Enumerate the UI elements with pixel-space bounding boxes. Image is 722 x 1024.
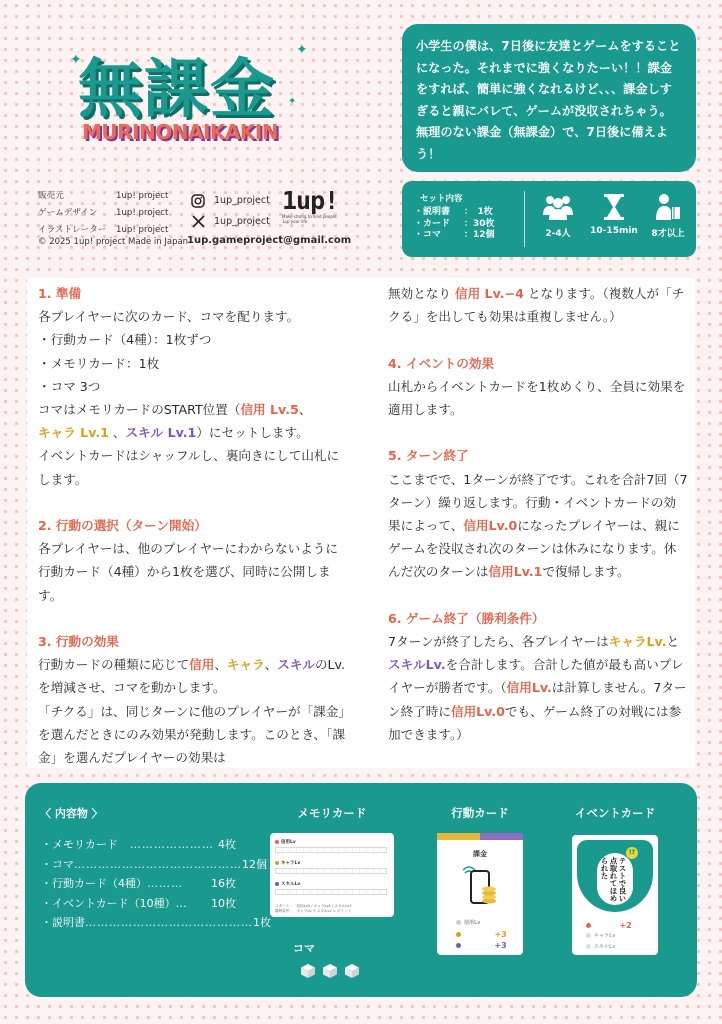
instagram-link[interactable] bbox=[190, 190, 270, 211]
logo-romaji: MURINONAIKAKIN bbox=[82, 120, 279, 144]
rule-fragment: 、 bbox=[298, 402, 312, 418]
memory-row-label: スキルLv bbox=[281, 882, 301, 887]
chara-level-text: キャラ Lv.1 bbox=[38, 425, 109, 441]
rule-text: ・メモリカード：1枚 bbox=[38, 355, 160, 371]
trust-zero-text: 信用Lv.0 bbox=[450, 703, 505, 719]
memory-track bbox=[275, 889, 387, 895]
credit-row bbox=[38, 205, 188, 222]
leader-dots: ……… bbox=[147, 877, 183, 890]
stat-value: +3 bbox=[494, 930, 507, 939]
set-item bbox=[414, 219, 495, 231]
contents-item-name: ・説明書 bbox=[41, 916, 85, 929]
stat-dot-icon bbox=[456, 932, 461, 937]
contents-item-name: ・メモリカード bbox=[41, 838, 118, 851]
rule-fragment: を合計します。合計した値が最も高いプレイヤーが勝者です。（ bbox=[388, 657, 684, 696]
rule-fragment: 、 bbox=[264, 657, 278, 673]
logo-title: 無課金 bbox=[78, 53, 276, 127]
memory-row-trust bbox=[275, 839, 387, 853]
set-item-name: ・カード bbox=[414, 218, 451, 229]
stat-label: スキルLv bbox=[464, 943, 486, 949]
rule-heading: 6. ゲーム終了（勝利条件） bbox=[388, 610, 545, 626]
skill-level-text: スキルLv. bbox=[388, 657, 446, 673]
rule-section-action-effect-cont bbox=[388, 282, 688, 328]
social-links bbox=[190, 190, 270, 232]
intro-text: 小学生の僕は、7日後に友達とゲームをすることになった。それまでに強くなりたーい！！課金をすれば、簡単に強くなれるけど、、、課金しすぎると親にバレて、ゲームが没収されちゃう。無理のない課金（無課金）で、7日後に備えよう！ bbox=[416, 39, 681, 161]
rule-text bbox=[388, 468, 688, 584]
rule-fragment: ここまでで、1ターンが終了です。これを合計7回（7ターン）繰り返します。行動・イベントカードの効果によって、 bbox=[388, 471, 688, 533]
contents-item bbox=[41, 835, 236, 855]
x-link[interactable] bbox=[190, 211, 270, 232]
credit-key: ゲームデザイン bbox=[38, 208, 98, 218]
card-stripe bbox=[437, 833, 523, 840]
exclamation-icon: !? bbox=[626, 847, 638, 859]
rule-text bbox=[388, 282, 688, 328]
rule-fragment: 行動カードの種類に応じて bbox=[38, 657, 190, 673]
rule-heading: 1. 準備 bbox=[38, 286, 82, 301]
action-card-image bbox=[437, 833, 523, 955]
rule-text bbox=[38, 398, 346, 444]
x-handle: 1up_project bbox=[214, 216, 270, 227]
contact-email[interactable]: 1up.gameproject@gmail.com bbox=[187, 235, 352, 246]
contents-item bbox=[41, 913, 271, 933]
trust-one-text: 信用Lv.1 bbox=[488, 564, 543, 580]
rule-section-action-effect bbox=[38, 630, 346, 769]
chara-level-text: キャラLv. bbox=[608, 634, 667, 649]
divider bbox=[524, 191, 525, 247]
leader-dots: …………………………………… bbox=[74, 857, 242, 871]
contents-item bbox=[41, 894, 236, 914]
action-stat-chara bbox=[456, 930, 507, 939]
cube-piece-icon bbox=[300, 963, 316, 979]
memory-footer-line: 勝利条件： キャラLv + スキルLv = ポイント bbox=[275, 909, 352, 913]
rule-text: ・行動カード（4種）：1枚ずつ bbox=[38, 332, 212, 348]
leader-dots: … bbox=[175, 896, 188, 910]
game-logo bbox=[70, 38, 310, 148]
rule-text: 「チクる」は、同じターンに他のプレイヤーが「課金」を選んだときにのみ効果が発動します。このとき、「課金」を選んだプレイヤーの効果は bbox=[38, 703, 346, 766]
memory-track bbox=[275, 868, 387, 874]
credit-row bbox=[38, 188, 188, 205]
rule-text: 各プレイヤーは、他のプレイヤーにわからないように行動カード（4種）から1枚を選び、同時に公開します。 bbox=[38, 541, 338, 603]
rule-fragment: コマはメモリカードのSTART位置（ bbox=[38, 402, 241, 418]
age-spec bbox=[642, 193, 694, 239]
rules-panel bbox=[27, 278, 695, 768]
contents-title: 〈 内容物 〉 bbox=[40, 807, 103, 820]
age-label: 8才以上 bbox=[651, 229, 685, 239]
rule-section-game-end bbox=[388, 607, 688, 746]
set-contents-list bbox=[414, 207, 495, 242]
rule-fragment: で復帰します。 bbox=[542, 564, 630, 580]
stat-label: キャラLv bbox=[594, 933, 616, 939]
memory-card-footer bbox=[275, 904, 352, 914]
rule-text: ・コマ 3つ bbox=[38, 378, 101, 394]
event-card-title: イベントカード bbox=[574, 806, 656, 820]
memory-row-label: 信用Lv bbox=[281, 840, 296, 845]
contents-list bbox=[41, 835, 271, 933]
instagram-icon bbox=[190, 193, 206, 209]
credits bbox=[38, 188, 188, 239]
time-label: 10-15min bbox=[590, 226, 638, 236]
action-card-title: 行動カード bbox=[451, 806, 509, 820]
memory-card-title: メモリカード bbox=[297, 806, 367, 820]
skill-level-text: スキル Lv.1 bbox=[125, 425, 197, 441]
chara-text: キャラ bbox=[226, 657, 265, 673]
set-contents-box bbox=[402, 181, 696, 257]
rule-section-setup bbox=[38, 282, 346, 491]
rule-heading: 3. 行動の効果 bbox=[38, 634, 119, 650]
rule-fragment: でも、ゲーム終了の対戦には参加できます。） bbox=[388, 703, 682, 742]
rule-fragment: のLv.を増減させ、コマを動かします。 bbox=[38, 657, 346, 696]
rule-text: 各プレイヤーに次のカード、コマを配ります。 bbox=[38, 309, 300, 325]
players-icon bbox=[542, 193, 574, 221]
stat-dot-icon bbox=[586, 923, 591, 928]
credit-key: 販売元 bbox=[38, 191, 64, 201]
rule-heading: 5. ターン終了 bbox=[388, 448, 469, 464]
age-icon bbox=[655, 193, 681, 221]
set-item-name: ・説明書 bbox=[414, 207, 451, 217]
event-card-image bbox=[572, 835, 658, 955]
contents-item-name: ・行動カード（4種） bbox=[41, 877, 147, 890]
trust-penalty-text: 信用 Lv.−4 bbox=[454, 286, 524, 301]
rule-fragment: 7ターンが終了したら、各プレイヤーは bbox=[388, 634, 609, 649]
leader-dots: ………………… bbox=[117, 838, 214, 851]
rule-fragment: となります。（複数人が「チクる」を出しても効果は重複しません。） bbox=[388, 286, 685, 325]
rule-fragment: 無効となり bbox=[388, 286, 451, 301]
rule-text bbox=[38, 653, 346, 699]
stat-label: スキルLv bbox=[594, 944, 616, 950]
rule-section-event bbox=[388, 352, 688, 422]
leader-dots: …………………………………… bbox=[85, 916, 253, 929]
memory-row-skill bbox=[275, 881, 387, 895]
cube-piece-icon bbox=[322, 963, 338, 979]
brand-tagline: Make strong to kind people. 1up your life bbox=[282, 214, 338, 224]
stat-dot-icon bbox=[586, 933, 591, 938]
players-spec bbox=[532, 193, 584, 239]
sparkle-icon: ✦ bbox=[70, 52, 82, 68]
sparkle-icon: ✦ bbox=[288, 96, 297, 107]
stat-dot-icon bbox=[586, 944, 591, 949]
rule-fragment: になったプレイヤーは、親にゲームを没収され次のターンは休みになります。休んだ次のターンは bbox=[388, 518, 680, 580]
set-item-qty: ： 1枚 bbox=[464, 207, 493, 217]
rule-heading: 2. 行動の選択（ターン開始） bbox=[38, 518, 207, 534]
rule-text: イベントカードはシャッフルし、裏向きにして山札にします。 bbox=[38, 448, 340, 487]
rules-column-right bbox=[388, 282, 688, 769]
memory-row-label: キャラLv bbox=[281, 861, 301, 866]
contents-item-qty: 10枚 bbox=[211, 896, 236, 910]
trust-dot-icon bbox=[275, 840, 279, 844]
skill-dot-icon bbox=[275, 882, 279, 886]
contents-item-qty: 12個 bbox=[242, 857, 267, 871]
contents-panel bbox=[25, 783, 697, 997]
rule-fragment: は計算しません。7ターン終了時に bbox=[388, 680, 687, 719]
x-icon bbox=[190, 214, 206, 230]
rule-fragment: 、 bbox=[108, 425, 126, 441]
contents-item-qty: 16枚 bbox=[211, 877, 236, 890]
trust-level-text: 信用Lv. bbox=[506, 680, 552, 696]
smartphone-icon bbox=[463, 863, 499, 913]
stat-value: +3 bbox=[494, 941, 507, 950]
instagram-handle: 1up_project bbox=[214, 195, 270, 206]
contents-item-qty: 1枚 bbox=[253, 916, 271, 929]
action-card-name: 課金 bbox=[473, 850, 487, 858]
rule-fragment: 、 bbox=[214, 657, 227, 673]
credit-value: 1up! project bbox=[116, 225, 169, 235]
event-card-text: テストで良い点取れてほめられた bbox=[600, 857, 627, 902]
set-item bbox=[414, 207, 495, 219]
memory-footer-line: スタート： 信用Lv5 / キャラLv1 / スキルLv1 bbox=[275, 904, 352, 908]
koma-title: コマ bbox=[293, 942, 315, 955]
set-item-qty: ：30枚 bbox=[464, 218, 495, 229]
credit-key: イラストレーター bbox=[38, 225, 107, 235]
stat-label: 信用Lv bbox=[464, 920, 481, 926]
contents-item-name: ・イベントカード（10種） bbox=[41, 896, 176, 910]
stat-label: 信用Lv bbox=[594, 923, 611, 929]
stat-value: +2 bbox=[619, 921, 632, 930]
intro-bubble bbox=[402, 24, 696, 172]
copyright: © 2025 1up! project Made in Japan bbox=[38, 237, 189, 247]
trust-text: 信用 bbox=[189, 657, 215, 673]
rule-section-action-select bbox=[38, 514, 346, 607]
action-stat-skill bbox=[456, 941, 507, 950]
stat-dot-icon bbox=[456, 943, 461, 948]
set-item bbox=[414, 230, 495, 242]
chara-dot-icon bbox=[275, 861, 279, 865]
action-stat-trust bbox=[456, 919, 480, 926]
credit-value: 1up! project bbox=[116, 191, 169, 201]
event-stat-trust bbox=[586, 921, 632, 930]
stat-dot-icon bbox=[456, 920, 461, 925]
rule-heading: 4. イベントの効果 bbox=[388, 355, 495, 371]
trust-level-text: 信用 Lv.5 bbox=[240, 402, 299, 418]
set-contents-title: セット内容 bbox=[420, 194, 463, 204]
rules-column-left bbox=[38, 282, 346, 792]
trust-zero-text: 信用Lv.0 bbox=[463, 518, 518, 533]
event-stat-chara bbox=[586, 932, 615, 939]
memory-track bbox=[275, 847, 387, 853]
set-item-name: ・コマ bbox=[414, 230, 442, 240]
memory-row-chara bbox=[275, 860, 387, 874]
hourglass-icon bbox=[603, 193, 625, 221]
contents-item bbox=[41, 855, 267, 875]
sparkle-icon: ✦ bbox=[296, 42, 308, 58]
credit-value: 1up! project bbox=[116, 208, 169, 218]
cube-piece-icon bbox=[344, 963, 360, 979]
brand-name: 1up! bbox=[282, 186, 339, 215]
brand-logo bbox=[282, 186, 342, 230]
rule-fragment: と bbox=[666, 634, 680, 649]
stat-label: キャラLv bbox=[464, 932, 486, 938]
rule-text: 山札からイベントカードを1枚めくり、全員に効果を適用します。 bbox=[388, 378, 686, 417]
players-label: 2-4人 bbox=[545, 229, 571, 239]
skill-text: スキル bbox=[277, 657, 315, 673]
memory-card-image bbox=[270, 833, 394, 917]
rule-section-turn-end bbox=[388, 444, 688, 583]
contents-item bbox=[41, 874, 236, 894]
rule-fragment: ）にセットします。 bbox=[196, 425, 309, 441]
time-spec bbox=[588, 193, 640, 236]
rule-text bbox=[388, 630, 688, 746]
contents-item-name: ・コマ bbox=[41, 857, 74, 871]
event-stat-skill bbox=[586, 943, 615, 950]
contents-item-qty: 4枚 bbox=[218, 838, 236, 851]
set-item-qty: ：12個 bbox=[464, 230, 495, 240]
